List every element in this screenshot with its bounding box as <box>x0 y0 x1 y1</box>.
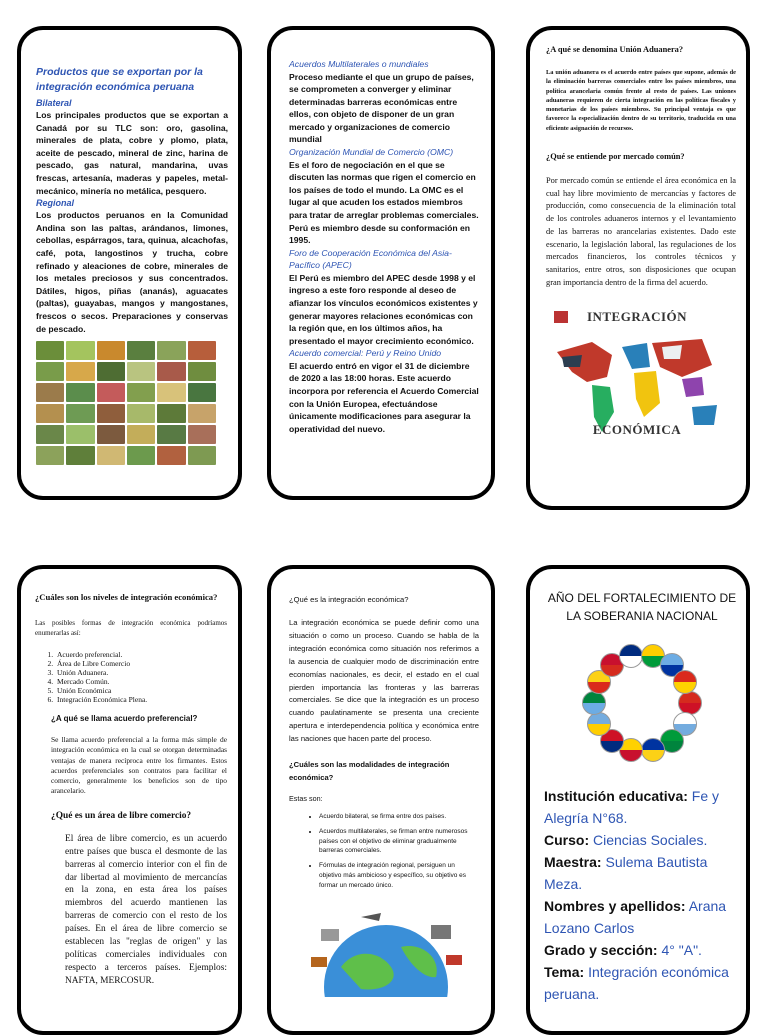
cover-field-value: Arana Lozano Carlos <box>544 898 727 936</box>
multilateral-heading: Acuerdos Multilaterales o mundiales <box>289 59 429 69</box>
flag-icon <box>641 738 665 762</box>
bilateral-text: Los principales productos que se exportan a Canadá por su TLC son: oro, gasolina, minerales de plata, cobre y plomo, plata, aceite de pescado, mineral de zinc, harina de pescado, gas natural, mandarina, uvas frescas, artesanía, maderas y papeles, metal-mecánico, minería no metálica, pesquero. <box>36 110 228 196</box>
preferential-question: ¿A qué se llama acuerdo preferencial? <box>51 714 198 723</box>
panel-exported-products <box>17 26 242 500</box>
panel-cover <box>526 565 750 1035</box>
panel1-title: Productos que se exportan por la integración económica peruana <box>36 66 203 93</box>
flag-icon <box>582 691 606 715</box>
modalities-question: ¿Cuáles son las modalidades de integración económica? <box>289 760 450 783</box>
cover-field <box>544 895 740 939</box>
modality-item: • Acuerdo bilateral, se firma entre dos países. <box>319 812 479 822</box>
modality-item: • Acuerdos multilaterales, se firman entre numerosos países con el objetivo de eliminar gradualmente barreras comerciales. <box>319 827 479 856</box>
integration-title-top: INTEGRACIÓN <box>586 309 688 325</box>
cover-field-value: Fe y Alegría N°68. <box>544 788 720 826</box>
omc-heading: Organización Mundial de Comercio (OMC) <box>289 147 454 158</box>
panel-integration-levels <box>17 565 242 1035</box>
products-photo-collage <box>36 341 216 465</box>
common-market-question: ¿Qué se entiende por mercado común? <box>546 152 685 162</box>
cover-info <box>544 785 740 1005</box>
regional-text: Los productos peruanos en la Comunidad Andina son las paltas, arándanos, limones, cebollas, espárragos, tara, quinua, alcachofas, café, pota, langostinos y trucha, cobre refinado y aleaciones de cobre, minerales de los metales preciosos y sus concentrados. Dátiles, higos, piñas (ananás), aguacates (paltas), guayabas, mangos y mangostanes, frescos o secos. Preparaciones y conservas de pescado. <box>36 210 228 334</box>
levels-intro: Las posibles formas de integración económica podríamos enumerarlas así: <box>35 619 227 637</box>
apec-heading: Foro de Cooperación Económica del Asia-Pacífico (APEC) <box>289 247 452 271</box>
level-item: 5. Unión Económica <box>55 686 227 695</box>
regional-label: Regional <box>36 198 75 209</box>
levels-list <box>35 650 227 704</box>
level-item: 1. Acuerdo preferencial. <box>55 650 227 659</box>
level-item: 4. Mercado Común. <box>55 677 227 686</box>
cover-field-label: Institución educativa: <box>544 788 688 804</box>
cover-field-label: Nombres y apellidos: <box>544 898 686 914</box>
level-item: 6. Integración Económica Plena. <box>55 695 227 704</box>
cover-field <box>544 939 740 961</box>
customs-union-answer: La unión aduanera es el acuerdo entre países que supone, además de la eliminación barreras comerciales entre los países miembros, una política arancelaria común frente al resto de países. Las uniones aduaneras requieren de cierta integración en las políticas fiscales y monetarias de los países miembros. Su principal ventaja es que favorece la especialización dentro de su territorio, traducida en una eficiente asignación de recursos. <box>546 69 736 132</box>
cover-field <box>544 829 740 851</box>
cover-field <box>544 785 740 829</box>
common-market-answer: Por mercado común se entiende el área económica en la cual hay libre movimiento de mercancías y factores de producción, como consecuencia de la eliminación total de los controles aduaneros internos y el levantamiento de las barreras no arancelarias existentes. Dado este escenario, la legislación laboral, las regulaciones de los mercados financieros, los controles técnicos y sanitarios, entre otros, son disposiciones que ocupan gran importancia dentro de la firma del acuerdo. <box>546 176 736 287</box>
integration-question: ¿Qué es la integración económica? <box>289 595 409 604</box>
flag-icon <box>587 712 611 736</box>
uk-agreement-heading: Acuerdo comercial: Perú y Reino Unido <box>289 348 442 359</box>
panel-customs-union <box>526 26 750 510</box>
cover-field-label: Tema: <box>544 964 585 980</box>
cover-field-value: 4° "A". <box>657 942 702 958</box>
uk-agreement-text: El acuerdo entró en vigor el 31 de diciembre de 2020 a las 18:00 horas. Este acuerdo incorpora por referencia el Acuerdo Comercial con la Unión Europea, efectuándose únicamente modificaciones para asegurar la operatividad del nuevo. <box>289 360 479 434</box>
economic-integration-image <box>552 307 722 447</box>
cover-field-label: Maestra: <box>544 854 602 870</box>
integration-answer: La integración económica se puede definir como una situación o como un proceso. Cuando se habla de la integración económica como situación nos referimos a la ausencia de cualquier modo de discriminación entre economías nacionales, es decir, el estado en el cual pierden importancia las fronteras y las barreras comerciales. Se dice que la integración es un proceso cuando paulatinamente se presenta una creciente apertura e interdependencia política y económica entre las naciones que hacen parte del proceso. <box>289 618 479 744</box>
omc-text: Es el foro de negociación en el que se discuten las normas que rigen el comercio en los países de todo el mundo. La OMC es el lugar al que acuden los estados miembros para tratar de arreglar problemas comerciales. Perú es miembro desde su conformación en 1995. <box>289 159 479 246</box>
free-trade-answer: El área de libre comercio, es un acuerdo entre países que busca el desmonte de las barreras al comercio interior con el fin de dar libertad al movimiento de mercancías en la zona, en esta área los países miembros del acuerdo mantienen las barreras de comercio con el resto de los países. En el área de libre comercio se establecen las "reglas de origen" y las políticas comerciales individuales con respecto a terceros países. Ejemplos: NAFTA, MERCOSUR. <box>65 833 227 986</box>
cover-field-value: Integración económica peruana. <box>544 964 729 1002</box>
flags-ring-image <box>582 643 702 763</box>
level-item: 2. Área de Libre Comercio <box>55 659 227 668</box>
level-item: 3. Unión Aduanera. <box>55 668 227 677</box>
panel-what-is-integration <box>267 565 495 1035</box>
integration-title-bottom: ECONÓMICA <box>592 422 682 438</box>
cover-field <box>544 961 740 1005</box>
modalities-list <box>289 812 479 891</box>
modality-item: • Fórmulas de integración regional, persiguen un objetivo más ambicioso y específico, su objetivo es formar un mercado único. <box>319 861 479 890</box>
flag-icon <box>619 644 643 668</box>
cover-field-value: Ciencias Sociales. <box>589 832 708 848</box>
cover-field-value: Sulema Bautista Meza. <box>544 854 708 892</box>
cover-field-label: Curso: <box>544 832 590 848</box>
levels-question: ¿Cuáles son los niveles de integración económica? <box>35 592 218 602</box>
cover-field <box>544 851 740 895</box>
globe-illustration <box>301 907 479 1002</box>
customs-union-question: ¿A qué se denomina Unión Aduanera? <box>546 45 684 54</box>
panel-trade-agreements <box>267 26 495 500</box>
bilateral-label: Bilateral <box>36 98 72 108</box>
preferential-answer: Se llama acuerdo preferencial a la forma más simple de integración económica en la cual se otorgan determinadas ventajas de manera recíproca entre los firmantes. Estos acuerdos preferenciales son contratos para facilitar el comercio, generalmente los beneficios son de tipo arancelario. <box>51 735 227 796</box>
cover-heading: AÑO DEL FORTALECIMIENTO DE LA SOBERANIA NACIONAL <box>547 591 737 623</box>
cover-field-label: Grado y sección: <box>544 942 658 958</box>
modalities-intro: Estas son: <box>289 794 323 804</box>
multilateral-text: Proceso mediante el que un grupo de países, se comprometen a converger y eliminar determinadas barreras económicas entre ellos, con objeto de disponer de un gran mercado y organizaciones de comercio mundial <box>289 71 474 145</box>
free-trade-question: ¿Qué es un área de libre comercio? <box>51 810 192 821</box>
apec-text: El Perú es miembro del APEC desde 1998 y el ingreso a este foro responde al deseo de afianzar los vínculos económicos existentes y generar mayores relaciones económicas con la región que, en los últimos años, ha presentado el mayor crecimiento económico. <box>289 272 478 346</box>
